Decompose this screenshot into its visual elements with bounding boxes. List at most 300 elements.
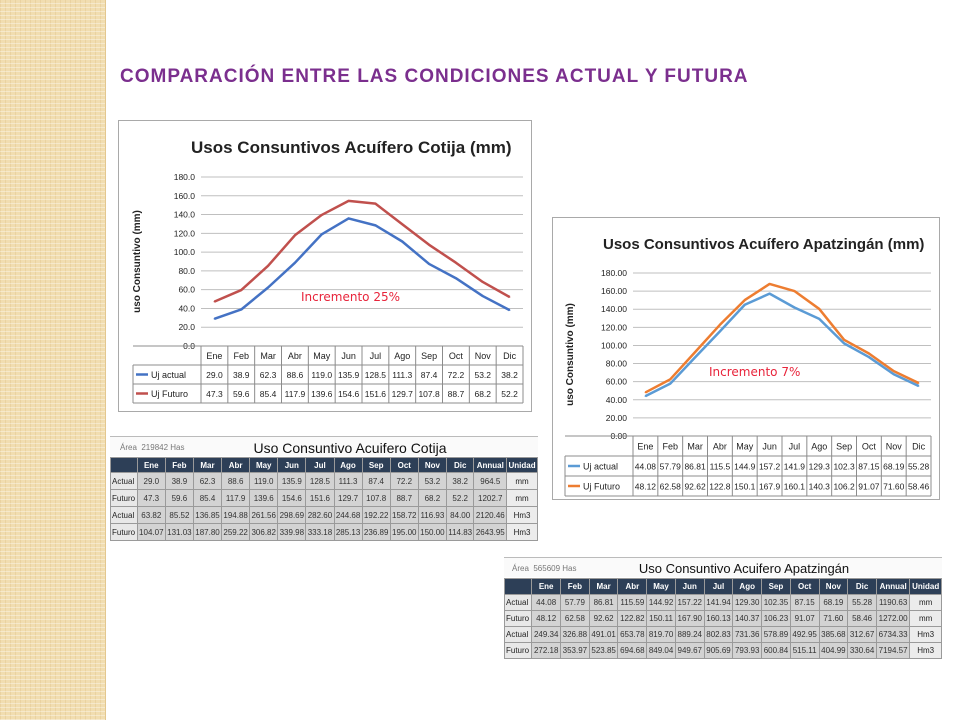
row-label: Actual xyxy=(505,595,532,611)
table-header-cell: Unidad xyxy=(910,579,942,595)
table-cell: 85.4 xyxy=(193,490,221,507)
data-point xyxy=(818,308,820,310)
table-cell: 52.2 xyxy=(446,490,474,507)
data-point xyxy=(321,233,323,235)
table-header-cell: Jun xyxy=(278,458,306,473)
table-header-cell xyxy=(111,458,138,473)
data-point xyxy=(375,203,377,205)
x-tick-label: Abr xyxy=(287,350,302,361)
table-cell: 117.9 xyxy=(222,490,250,507)
unit-cell: mm xyxy=(910,611,942,627)
x-tick-label: Jul xyxy=(369,350,382,361)
table-cell: 151.6 xyxy=(306,490,334,507)
data-label: 53.2 xyxy=(474,369,492,380)
table-cell: 68.2 xyxy=(418,490,446,507)
table-cell: 259.22 xyxy=(222,524,250,541)
x-tick-label: Nov xyxy=(474,350,491,361)
row-label: Actual xyxy=(111,507,138,524)
y-tick-label: 140.0 xyxy=(173,209,195,220)
data-point xyxy=(669,383,671,385)
table-cell: 306.82 xyxy=(250,524,278,541)
table-cell: 333.18 xyxy=(306,524,334,541)
data-point xyxy=(744,299,746,301)
data-label: 44.08 xyxy=(634,461,657,472)
table-header-cell: Mar xyxy=(589,579,618,595)
data-label: 68.19 xyxy=(883,461,905,472)
unit-cell: mm xyxy=(507,473,538,490)
series-line-futuro xyxy=(214,201,509,302)
data-point xyxy=(868,353,870,355)
data-label: 86.81 xyxy=(684,461,706,472)
data-point xyxy=(769,283,771,285)
table-cell: 119.0 xyxy=(250,473,278,490)
table-cell: 7194.57 xyxy=(876,643,909,659)
table-cell: 150.11 xyxy=(647,611,676,627)
data-point xyxy=(428,244,430,246)
table-row xyxy=(505,627,942,643)
table-cell: 160.13 xyxy=(704,611,733,627)
data-point xyxy=(348,200,350,202)
table-cell: 135.9 xyxy=(278,473,306,490)
table-cell: 102.35 xyxy=(762,595,791,611)
table-cell: 330.64 xyxy=(848,643,877,659)
table-cell: 85.52 xyxy=(165,507,193,524)
data-label: 87.4 xyxy=(420,369,438,380)
data-point xyxy=(719,331,721,333)
table-cell: 244.68 xyxy=(334,507,362,524)
table-cell: 72.2 xyxy=(390,473,418,490)
table-cell: 57.79 xyxy=(561,595,590,611)
table-apatzingan-title: Uso Consuntivo Acuifero Apatzingán xyxy=(638,561,850,576)
table-header-cell: Nov xyxy=(819,579,848,595)
table-cell: 261.56 xyxy=(250,507,278,524)
table-header-cell: Annual xyxy=(474,458,507,473)
data-label: 62.58 xyxy=(659,481,681,492)
data-label: 129.3 xyxy=(808,461,830,472)
table-cell: 136.85 xyxy=(193,507,221,524)
table-header-cell: Jun xyxy=(675,579,704,595)
table-cell: 158.72 xyxy=(390,507,418,524)
x-tick-label: Mar xyxy=(260,350,276,361)
table-cell: 47.3 xyxy=(137,490,165,507)
data-point xyxy=(669,379,671,381)
table-cell: 44.08 xyxy=(532,595,561,611)
data-point xyxy=(428,263,430,265)
table-row xyxy=(111,507,538,524)
table-header-row xyxy=(111,458,538,473)
y-tick-label: 80.00 xyxy=(605,358,627,369)
table-cell: 88.6 xyxy=(222,473,250,490)
table-cell: 353.97 xyxy=(561,643,590,659)
table-cell: 92.62 xyxy=(589,611,618,627)
data-point xyxy=(214,301,216,303)
data-point xyxy=(240,289,242,291)
x-tick-label: May xyxy=(736,441,754,452)
table-header-row xyxy=(505,579,942,595)
data-label: 38.9 xyxy=(232,369,250,380)
table-cell: 187.80 xyxy=(193,524,221,541)
table-header-cell: Oct xyxy=(390,458,418,473)
data-label: 144.9 xyxy=(734,461,756,472)
table-header-cell: Ago xyxy=(334,458,362,473)
table-header-cell: Annual xyxy=(876,579,909,595)
table-row xyxy=(505,595,942,611)
y-tick-label: 40.00 xyxy=(605,394,627,405)
data-label: 167.9 xyxy=(758,481,781,492)
y-tick-label: 160.00 xyxy=(601,286,627,297)
data-point xyxy=(240,309,242,311)
table-header-cell: Sep xyxy=(362,458,390,473)
data-point xyxy=(482,295,484,297)
table-cell: 140.37 xyxy=(733,611,762,627)
table-cell: 111.3 xyxy=(334,473,362,490)
table-cell: 55.28 xyxy=(848,595,877,611)
data-label: 135.9 xyxy=(337,369,360,380)
table-header-cell: May xyxy=(647,579,676,595)
legend-entry: Uj Futuro xyxy=(151,388,189,399)
table-cell: 249.34 xyxy=(532,627,561,643)
data-point xyxy=(893,373,895,375)
area-value: 565609 Has xyxy=(533,564,577,573)
data-label: 88.6 xyxy=(286,369,304,380)
table-cell: 195.00 xyxy=(390,524,418,541)
row-label: Futuro xyxy=(505,643,532,659)
data-label: 58.46 xyxy=(907,481,930,492)
data-point xyxy=(843,343,845,345)
data-point xyxy=(455,277,457,279)
table-cell: 131.03 xyxy=(165,524,193,541)
table-header-cell: Abr xyxy=(222,458,250,473)
table-cotija xyxy=(110,457,538,541)
table-cell: 150.00 xyxy=(418,524,446,541)
table-cell: 68.19 xyxy=(819,595,848,611)
table-cell: 326.88 xyxy=(561,627,590,643)
area-label: Área xyxy=(512,564,529,573)
table-header-cell: Abr xyxy=(618,579,647,595)
table-row xyxy=(111,490,538,507)
table-cell: 1272.00 xyxy=(876,611,909,627)
data-point xyxy=(294,262,296,264)
x-tick-label: Jun xyxy=(762,441,777,452)
table-cell: 949.67 xyxy=(675,643,704,659)
data-label: 122.8 xyxy=(709,481,731,492)
table-cell: 312.67 xyxy=(848,627,877,643)
chart-apatzingan xyxy=(552,217,940,500)
table-header-cell: Mar xyxy=(193,458,221,473)
table-cell: 84.00 xyxy=(446,507,474,524)
y-axis-label: uso Consuntivo (mm) xyxy=(132,210,143,313)
table-cotija-area xyxy=(120,443,185,452)
data-label: 38.2 xyxy=(501,369,518,380)
table-cell: 115.59 xyxy=(618,595,647,611)
table-cell: 1190.63 xyxy=(876,595,909,611)
data-label: 107.8 xyxy=(418,388,440,399)
table-cell: 802.83 xyxy=(704,627,733,643)
table-cell: 128.5 xyxy=(306,473,334,490)
table-cell: 167.90 xyxy=(675,611,704,627)
data-label: 151.6 xyxy=(364,388,387,399)
decorative-side-strip xyxy=(0,0,106,720)
data-label: 128.5 xyxy=(364,369,387,380)
table-cell: 6734.33 xyxy=(876,627,909,643)
table-cell: 731.36 xyxy=(733,627,762,643)
x-tick-label: Dic xyxy=(503,350,517,361)
x-tick-label: Dic xyxy=(912,441,926,452)
table-header-cell: Dic xyxy=(446,458,474,473)
x-tick-label: Oct xyxy=(861,441,876,452)
table-cell: 87.4 xyxy=(362,473,390,490)
table-cell: 71.60 xyxy=(819,611,848,627)
table-cell: 694.68 xyxy=(618,643,647,659)
table-cell: 298.69 xyxy=(278,507,306,524)
data-point xyxy=(401,223,403,225)
x-tick-label: Mar xyxy=(687,441,703,452)
table-row xyxy=(505,611,942,627)
legend-entry: Uj Futuro xyxy=(583,481,621,492)
y-tick-label: 0.0 xyxy=(183,341,195,351)
table-cell: 889.24 xyxy=(675,627,704,643)
table-cell: 849.04 xyxy=(647,643,676,659)
table-cell: 404.99 xyxy=(819,643,848,659)
y-axis-label: uso Consuntivo (mm) xyxy=(565,303,576,406)
x-tick-label: Jun xyxy=(341,350,356,361)
x-tick-label: Feb xyxy=(662,441,679,452)
table-cell: 282.60 xyxy=(306,507,334,524)
table-cell: 1202.7 xyxy=(474,490,507,507)
y-tick-label: 100.0 xyxy=(173,247,195,258)
unit-cell: Hm3 xyxy=(910,627,942,643)
row-label: Futuro xyxy=(505,611,532,627)
row-label: Futuro xyxy=(111,490,138,507)
data-label: 154.6 xyxy=(337,388,360,399)
x-tick-label: Oct xyxy=(448,350,463,361)
table-cell: 236.89 xyxy=(362,524,390,541)
table-cell: 793.93 xyxy=(733,643,762,659)
table-cell: 2643.95 xyxy=(474,524,507,541)
data-label: 59.6 xyxy=(232,388,250,399)
table-cell: 53.2 xyxy=(418,473,446,490)
data-point xyxy=(645,395,647,397)
data-label: 48.12 xyxy=(634,481,657,492)
x-tick-label: Ago xyxy=(394,350,411,361)
table-header-cell: Dic xyxy=(848,579,877,595)
data-point xyxy=(509,309,511,311)
table-header-cell: Ago xyxy=(733,579,762,595)
table-apatzingan-header xyxy=(504,557,942,577)
data-label: 85.4 xyxy=(259,388,277,399)
data-label: 102.3 xyxy=(833,461,855,472)
table-header-cell xyxy=(505,579,532,595)
data-point xyxy=(694,357,696,359)
table-cell: 523.85 xyxy=(589,643,618,659)
y-tick-label: 160.0 xyxy=(173,190,195,201)
table-header-cell: Jul xyxy=(306,458,334,473)
area-value: 219842 Has xyxy=(141,443,185,452)
y-tick-label: 60.0 xyxy=(178,284,195,295)
table-header-cell: Nov xyxy=(418,458,446,473)
table-header-cell: Jul xyxy=(704,579,733,595)
data-label: 52.2 xyxy=(501,388,518,399)
table-apatzingan xyxy=(504,578,942,659)
data-point xyxy=(744,304,746,306)
data-point xyxy=(294,235,296,237)
table-cell: 600.84 xyxy=(762,643,791,659)
data-label: 141.9 xyxy=(783,461,806,472)
chart-annotation: Incremento 7% xyxy=(709,365,801,379)
data-point xyxy=(918,385,920,387)
table-cell: 905.69 xyxy=(704,643,733,659)
table-header-cell: Feb xyxy=(561,579,590,595)
data-label: 150.1 xyxy=(734,481,756,492)
table-cell: 129.30 xyxy=(733,595,762,611)
data-point xyxy=(455,262,457,264)
data-point xyxy=(482,281,484,283)
table-cell: 38.2 xyxy=(446,473,474,490)
data-point xyxy=(694,351,696,353)
table-cell: 2120.46 xyxy=(474,507,507,524)
table-cell: 385.68 xyxy=(819,627,848,643)
table-cell: 157.22 xyxy=(675,595,704,611)
data-point xyxy=(348,218,350,220)
table-cell: 139.6 xyxy=(250,490,278,507)
table-cell: 653.78 xyxy=(618,627,647,643)
chart-cotija-svg xyxy=(119,121,533,413)
data-point xyxy=(769,293,771,295)
table-cell: 87.15 xyxy=(790,595,819,611)
x-tick-label: Ene xyxy=(206,350,223,361)
table-cell: 194.88 xyxy=(222,507,250,524)
table-row xyxy=(111,473,538,490)
data-label: 47.3 xyxy=(206,388,223,399)
x-tick-label: Sep xyxy=(421,350,438,361)
data-point xyxy=(375,225,377,227)
data-label: 160.1 xyxy=(783,481,806,492)
y-tick-label: 80.0 xyxy=(178,265,195,276)
data-point xyxy=(645,392,647,394)
data-label: 91.07 xyxy=(858,481,880,492)
table-cell: 38.9 xyxy=(165,473,193,490)
table-cell: 141.94 xyxy=(704,595,733,611)
table-cell: 114.83 xyxy=(446,524,474,541)
data-point xyxy=(794,307,796,309)
table-header-cell: Feb xyxy=(165,458,193,473)
table-header-cell: May xyxy=(250,458,278,473)
data-label: 87.15 xyxy=(858,461,880,472)
table-cell: 515.11 xyxy=(790,643,819,659)
table-cell: 154.6 xyxy=(278,490,306,507)
chart-apatzingan-svg xyxy=(553,218,941,501)
y-tick-label: 60.00 xyxy=(605,376,627,387)
unit-cell: Hm3 xyxy=(910,643,942,659)
row-label: Futuro xyxy=(111,524,138,541)
table-cell: 285.13 xyxy=(334,524,362,541)
row-label: Actual xyxy=(505,627,532,643)
y-tick-label: 20.0 xyxy=(178,322,195,333)
data-label: 88.7 xyxy=(447,388,465,399)
data-label: 157.2 xyxy=(758,461,781,472)
y-tick-label: 40.0 xyxy=(178,303,195,314)
legend-entry: Uj actual xyxy=(151,369,187,380)
table-cell: 106.23 xyxy=(762,611,791,627)
data-point xyxy=(794,290,796,292)
y-tick-label: 180.00 xyxy=(601,268,627,278)
y-tick-label: 20.00 xyxy=(605,412,627,423)
data-label: 115.5 xyxy=(709,461,731,472)
table-cell: 819.70 xyxy=(647,627,676,643)
table-row xyxy=(505,643,942,659)
data-label: 106.2 xyxy=(833,481,855,492)
table-header-cell: Unidad xyxy=(507,458,538,473)
legend-entry: Uj actual xyxy=(583,461,619,472)
data-point xyxy=(918,382,920,384)
row-label: Actual xyxy=(111,473,138,490)
table-cell: 192.22 xyxy=(362,507,390,524)
table-cell: 62.58 xyxy=(561,611,590,627)
chart-title: Usos Consuntivos Acuífero Cotija (mm) xyxy=(191,138,512,157)
x-tick-label: Jul xyxy=(788,441,801,452)
table-cotija-title: Uso Consuntivo Acuifero Cotija xyxy=(253,440,447,456)
table-cell: 129.7 xyxy=(334,490,362,507)
data-point xyxy=(401,241,403,243)
table-cell: 63.82 xyxy=(137,507,165,524)
unit-cell: mm xyxy=(507,490,538,507)
data-label: 92.62 xyxy=(684,481,706,492)
data-label: 29.0 xyxy=(206,369,223,380)
unit-cell: mm xyxy=(910,595,942,611)
table-cell: 48.12 xyxy=(532,611,561,627)
data-label: 140.3 xyxy=(808,481,830,492)
data-point xyxy=(843,339,845,341)
table-cell: 492.95 xyxy=(790,627,819,643)
data-label: 72.2 xyxy=(447,369,465,380)
y-tick-label: 120.00 xyxy=(601,322,627,333)
slide-title: COMPARACIÓN ENTRE LAS CONDICIONES ACTUAL Y FUTURA xyxy=(120,66,749,87)
data-label: 55.28 xyxy=(907,461,930,472)
data-label: 111.3 xyxy=(392,369,413,380)
table-cell: 29.0 xyxy=(137,473,165,490)
data-point xyxy=(818,318,820,320)
table-cell: 491.01 xyxy=(589,627,618,643)
x-tick-label: Ene xyxy=(637,441,654,452)
x-tick-label: Nov xyxy=(885,441,902,452)
table-apatzingan-area xyxy=(512,564,577,573)
data-point xyxy=(893,370,895,372)
y-tick-label: 0.00 xyxy=(610,431,627,441)
data-point xyxy=(719,324,721,326)
chart-cotija xyxy=(118,120,532,412)
data-label: 68.2 xyxy=(474,388,492,399)
y-tick-label: 140.00 xyxy=(601,304,627,315)
table-cell: 59.6 xyxy=(165,490,193,507)
x-tick-label: Feb xyxy=(233,350,250,361)
table-cell: 58.46 xyxy=(848,611,877,627)
table-cell: 104.07 xyxy=(137,524,165,541)
table-cell: 62.3 xyxy=(193,473,221,490)
data-label: 139.6 xyxy=(311,388,333,399)
data-point xyxy=(267,265,269,267)
table-cell: 144.92 xyxy=(647,595,676,611)
chart-annotation: Incremento 25% xyxy=(301,290,401,304)
table-cell: 578.89 xyxy=(762,627,791,643)
table-cell: 964.5 xyxy=(474,473,507,490)
data-point xyxy=(321,214,323,216)
data-point xyxy=(267,287,269,289)
table-header-cell: Oct xyxy=(790,579,819,595)
table-cell: 107.8 xyxy=(362,490,390,507)
table-cell: 116.93 xyxy=(418,507,446,524)
unit-cell: Hm3 xyxy=(507,507,538,524)
data-label: 62.3 xyxy=(259,369,277,380)
